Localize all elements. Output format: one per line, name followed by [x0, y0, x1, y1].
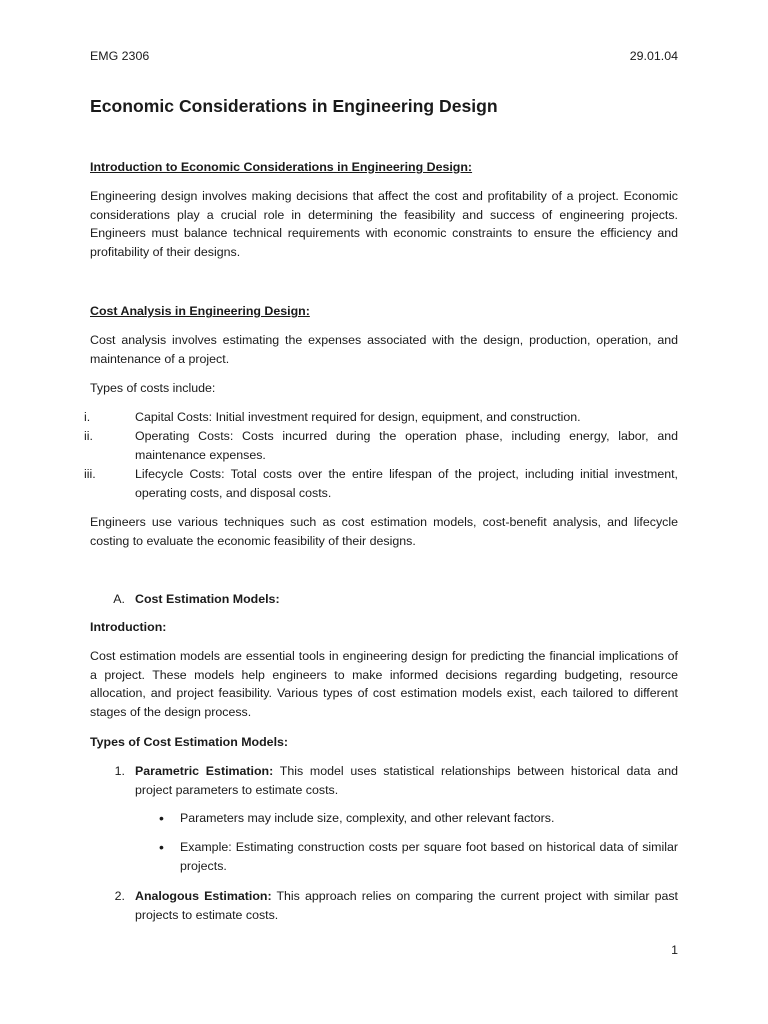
list-item-text: Capital Costs: Initial investment required for design, equipment, and construction. [135, 410, 581, 424]
document-title: Economic Considerations in Engineering Design [90, 96, 498, 116]
bullet-text: Parameters may include size, complexity, and other relevant factors. [180, 811, 555, 825]
list-item-text: Operating Costs: Costs incurred during the operation phase, including energy, labor, and maintenance expenses. [135, 429, 678, 462]
model-description: This model uses statistical relationships between historical data and project parameters to estimate costs. [135, 764, 678, 797]
document-date: 29.01.04 [629, 49, 678, 63]
model-name: Parametric Estimation: [135, 764, 274, 778]
introduction-label: Introduction: [90, 620, 167, 634]
cost-analysis-heading: Cost Analysis in Engineering Design: [90, 304, 310, 318]
page-header [90, 47, 678, 66]
types-label: Types of Cost Estimation Models: [90, 735, 289, 749]
section-marker: A. [113, 592, 125, 606]
document-page [84, 0, 678, 1024]
cost-analysis-closing: Engineers use various techniques such as cost estimation models, cost-benefit analysis, and lifecycle costing to evaluate the economic feasibility of their designs. [90, 515, 678, 548]
intro-paragraph: Engineering design involves making decisions that affect the cost and profitability of a project. Economic considerations play a crucial role in determining the feasibility and success of engineering projects. Engineers must balance technical requirements with economic constraints to ensure the efficiency and profitability of their designs. [90, 189, 678, 259]
list-marker: iii. [84, 467, 96, 481]
cost-estimation-paragraph: Cost estimation models are essential tools in engineering design for predicting the financial implications of a project. These models help engineers to make informed decisions regarding budgeting, resource allocation, and project feasibility. Various types of cost estimation models exist, each tailored to different stages of the design process. [90, 649, 678, 719]
bullet-icon: • [159, 839, 164, 855]
cost-analysis-paragraph: Cost analysis involves estimating the expenses associated with the design, production, operation, and maintenance of a project. [90, 333, 678, 366]
model-description: This approach relies on comparing the current project with similar past projects to estimate costs. [135, 889, 678, 922]
list-item-text: Lifecycle Costs: Total costs over the entire lifespan of the project, including initial investment, operating costs, and disposal costs. [135, 467, 678, 500]
list-marker: i. [84, 410, 91, 424]
intro-heading: Introduction to Economic Considerations in Engineering Design: [90, 160, 473, 174]
list-marker: ii. [84, 429, 93, 443]
cost-types-intro: Types of costs include: [90, 381, 216, 395]
list-marker: 1. [114, 764, 125, 778]
list-marker: 2. [114, 889, 125, 903]
bullet-text: Example: Estimating construction costs per square foot based on historical data of similar projects. [180, 840, 678, 873]
page-number: 1 [671, 943, 678, 957]
bullet-icon: • [159, 810, 164, 826]
section-title: Cost Estimation Models: [135, 592, 280, 606]
model-name: Analogous Estimation: [135, 889, 272, 903]
course-code: EMG 2306 [90, 49, 150, 63]
